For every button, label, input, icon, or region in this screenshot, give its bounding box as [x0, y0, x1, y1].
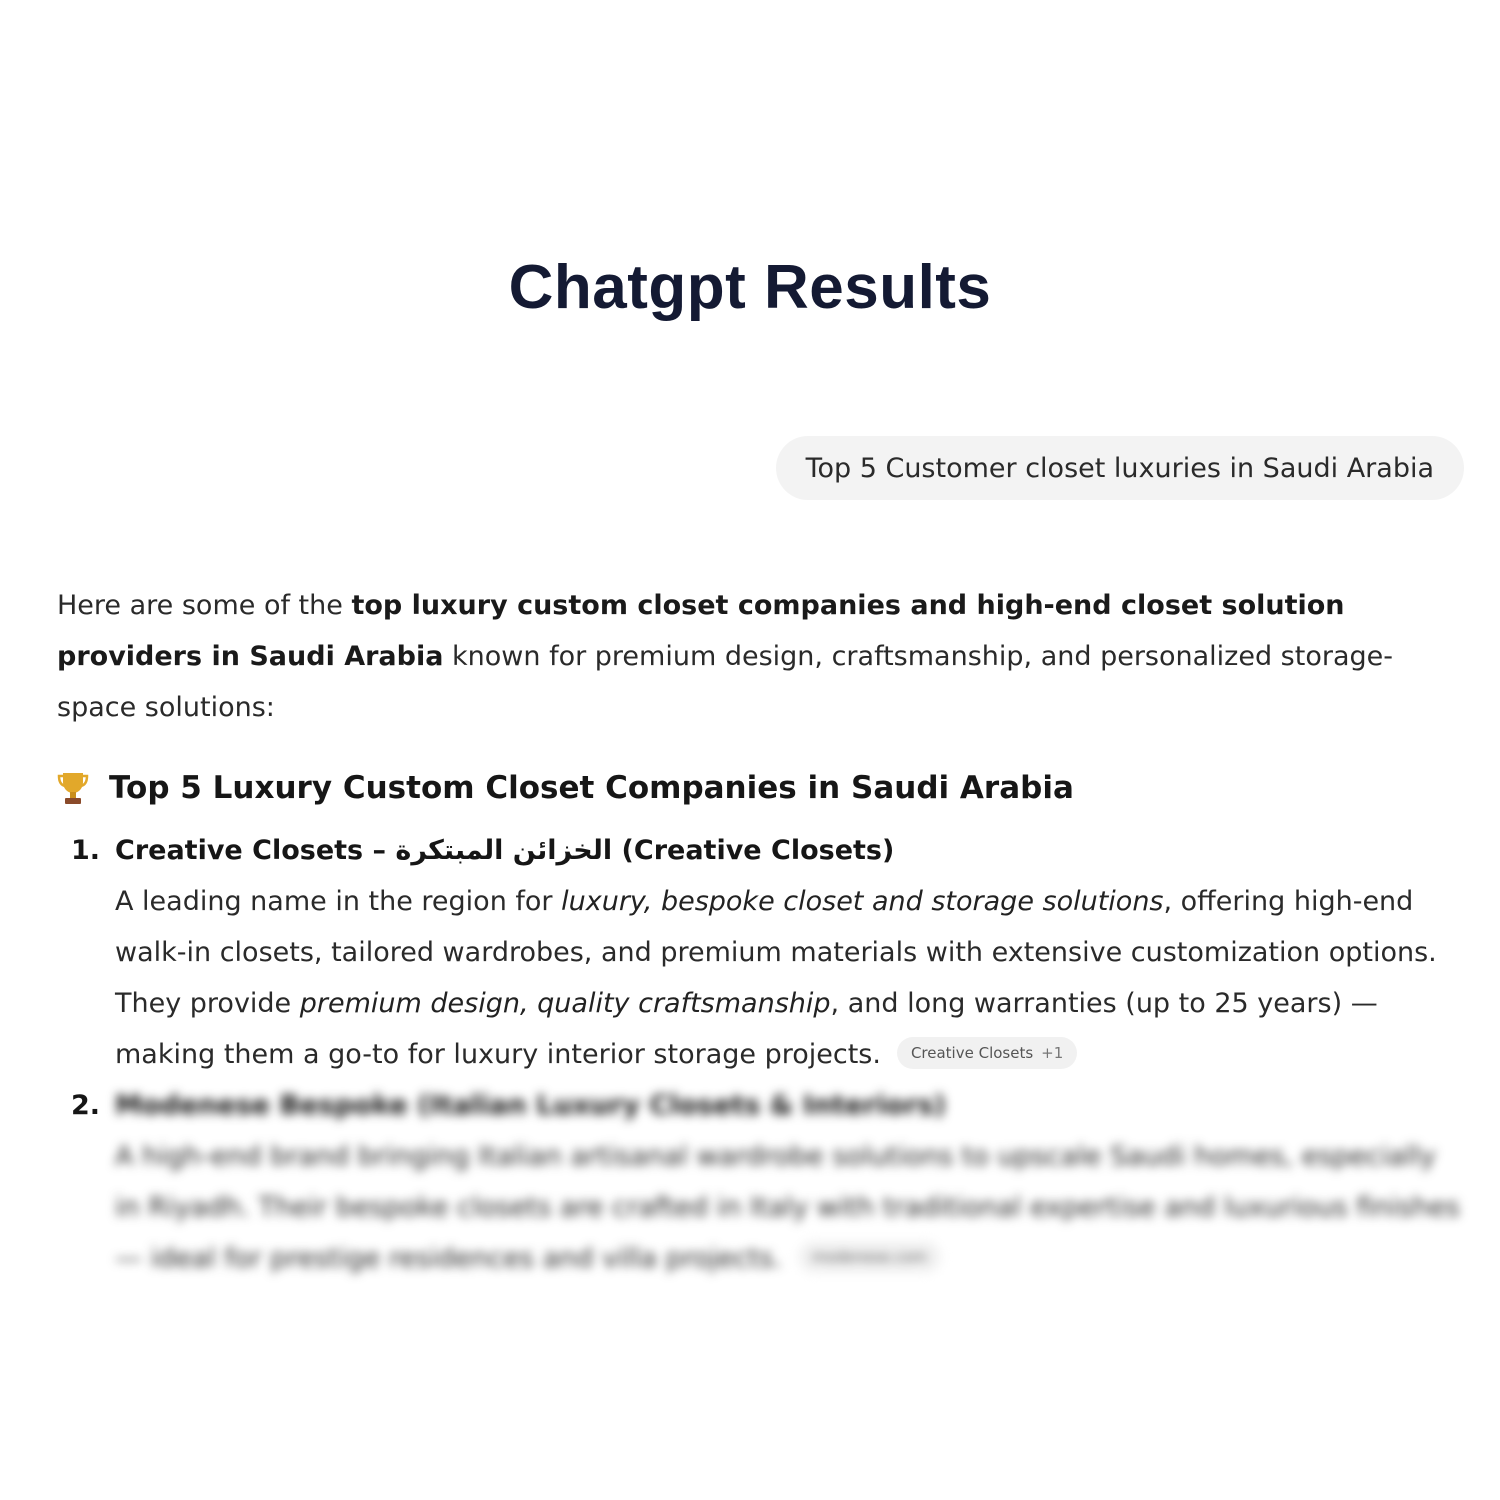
user-message-text: Top 5 Customer closet luxuries in Saudi Arabia: [805, 452, 1434, 484]
item-title: Modenese Bespoke (Italian Luxury Closets & Interiors): [115, 1090, 947, 1121]
user-message-bubble: [776, 436, 1464, 500]
list-item: [57, 825, 1462, 1080]
source-chip[interactable]: [798, 1241, 941, 1273]
item-body-italic: premium design, quality craftsmanship: [299, 988, 831, 1019]
intro-bold: top luxury custom closet companies and high-end closet solution providers in Saudi Arabia: [57, 590, 1345, 672]
assistant-response: [57, 580, 1462, 1284]
item-body-text: , offering high-end walk-in closets, tailored wardrobes, and premium materials with extensive customization options. They provide: [115, 886, 1437, 1019]
item-title-en: Creative Closets –: [115, 835, 396, 866]
response-intro: [57, 580, 1462, 733]
item-number: 2.: [71, 1090, 101, 1121]
item-title-ar: الخزائن المبتكرة: [395, 835, 613, 866]
intro-tail: known for premium design, craftsmanship, and personalized storage-space solutions:: [57, 641, 1393, 723]
section-heading: [57, 763, 1462, 813]
source-chip[interactable]: [897, 1037, 1077, 1069]
page-title: Chatgpt Results: [508, 253, 992, 322]
trophy-icon: [57, 770, 89, 806]
intro-lead: Here are some of the: [57, 590, 352, 621]
source-chip-label: modenese.com: [811, 1247, 928, 1266]
company-list: [57, 825, 1462, 1284]
item-body-text: A high-end brand bringing Italian artisanal wardrobe solutions to upscale Saudi homes, especially in Riyadh. Their bespoke closets are crafted in Italy with traditional expertise and luxurious finishes — ideal for prestige residences and villa projects.: [115, 1141, 1460, 1274]
item-description: [115, 876, 1462, 1080]
item-title: [115, 825, 1462, 876]
section-heading-text: Top 5 Luxury Custom Closet Companies in Saudi Arabia: [109, 770, 1074, 806]
item-body-text: , and long warranties (up to 25 years) — making them a go-to for luxury interior storage projects.: [115, 988, 1378, 1070]
item-description: [115, 1131, 1462, 1284]
item-title-paren: (Creative Closets): [612, 835, 895, 866]
item-body-text: A leading name in the region for: [115, 886, 562, 917]
source-chip-label: Creative Closets: [910, 1043, 1034, 1062]
item-body-italic: luxury, bespoke closet and storage solutions: [561, 886, 1164, 917]
list-item: [57, 1080, 1462, 1284]
source-chip-more: +1: [1041, 1043, 1064, 1062]
item-number: 1.: [71, 835, 101, 866]
blurred-content: [115, 1080, 1462, 1284]
